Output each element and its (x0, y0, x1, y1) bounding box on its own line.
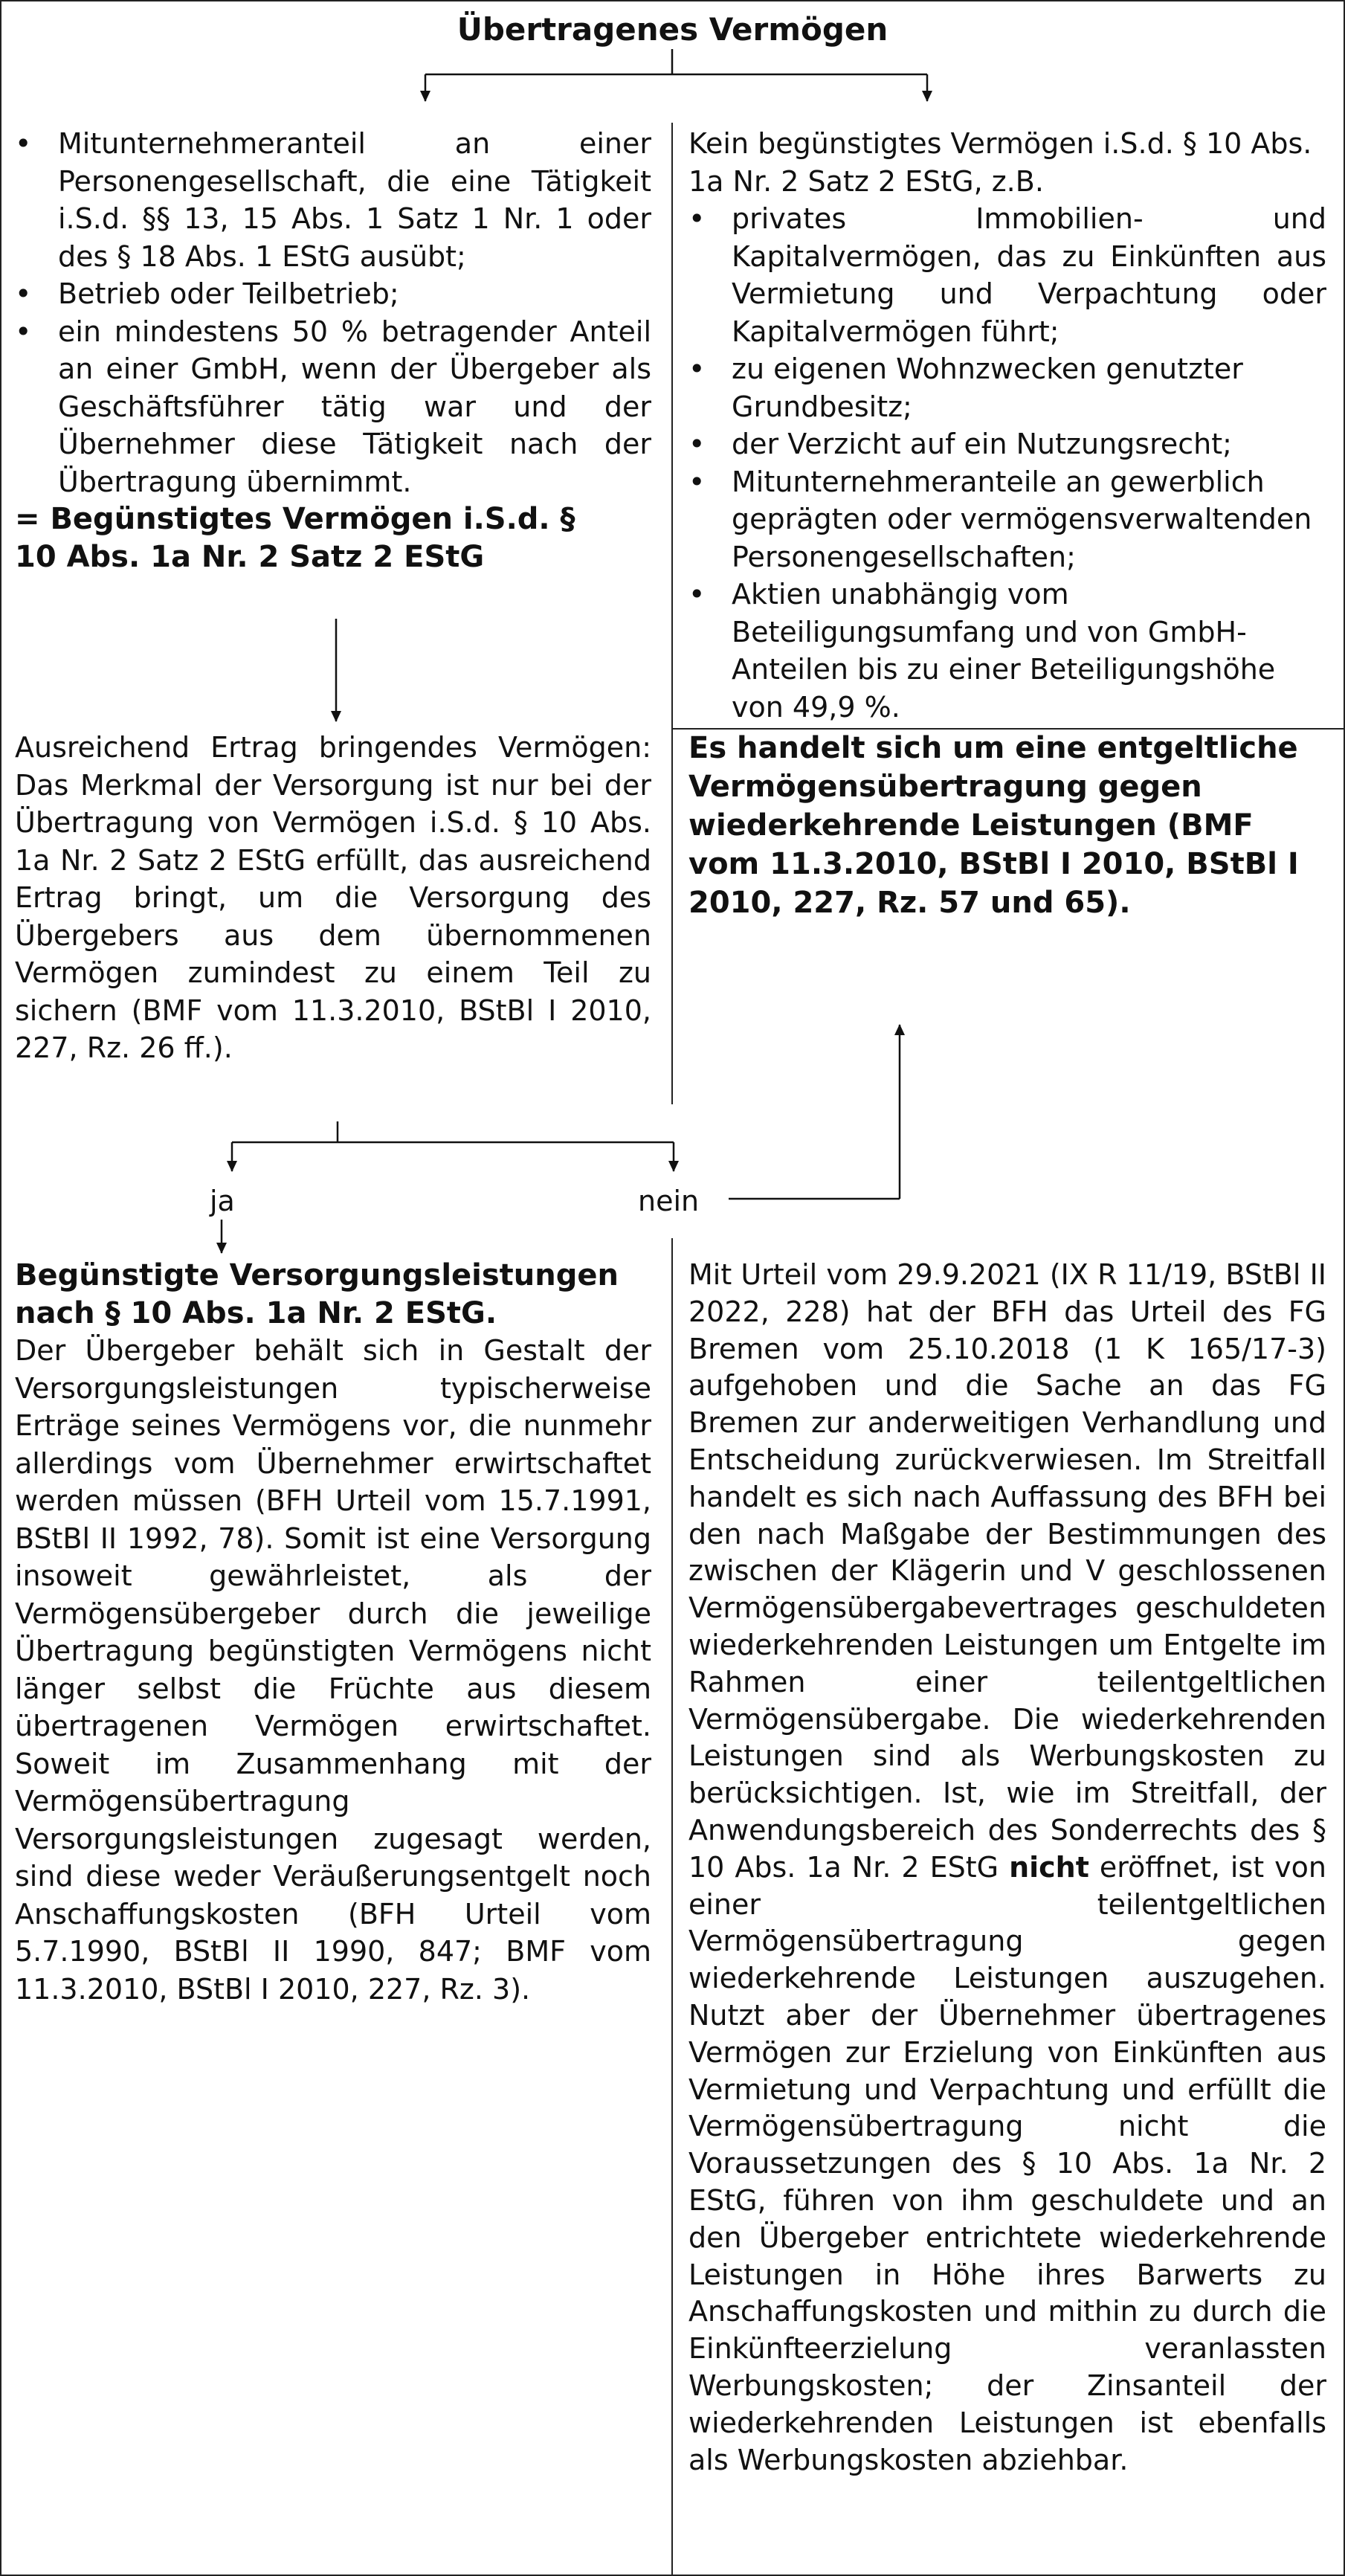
right-bottom-box (688, 1257, 1326, 2479)
left-top-box (15, 125, 651, 576)
list-item: • ein mindestens 50 % betragender Anteil an einer GmbH, wenn der Übergeber als Geschäftsführer tätig war und der Übernehmer diese Tätigkeit nach der Übertragung übernimmt. (15, 313, 651, 501)
title-split-connector (425, 49, 927, 101)
nicht-begunstigt-list (688, 200, 1326, 726)
branch-label-yes: ja (210, 1185, 235, 1217)
right-top-intro: Kein begünstigtes Vermögen i.S.d. § 10 Abs. 1a Nr. 2 Satz 2 EStG, z.B. (688, 127, 1312, 198)
list-item: • privates Immobilien- und Kapitalvermögen, das zu Einkünften aus Vermietung und Verpachtung oder Kapitalvermögen führt; (688, 200, 1326, 350)
begunstigt-conclusion: = Begünstigtes Vermögen i.S.d. § 10 Abs. 1a Nr. 2 Satz 2 EStG (15, 502, 575, 574)
right-middle-box: Es handelt sich um eine entgeltliche Vermögensübertragung gegen wiederkehrende Leistungen (BMF vom 11.3.2010, BStBl I 2010, BStBl I 2010, 227, Rz. 57 und 65). (688, 731, 1299, 920)
begunstigt-list (15, 125, 651, 500)
versorgungsleistungen-text: Der Übergeber behält sich in Gestalt der Versorgungsleistungen typischerweise Erträge seines Vermögens vor, die nunmehr allerdings vom Übernehmer erwirtschaftet werden müssen (BFH Urteil vom 15.7.1991, BStBl II 1992, 78). Somit ist eine Versorgung insoweit gewährleistet, als der Vermögensübergeber durch die jeweilige Übertragung begünstigten Vermögens nicht länger selbst die Früchte aus diesem übertragenen Vermögen erwirtschaftet. Soweit im Zusammenhang mit der Vermögensübertragung Versorgungsleistungen zugesagt werden, sind diese weder Veräußerungsentgelt noch Anschaffungskosten (BFH Urteil vom 5.7.1990, BStBl II 1990, 847; BMF vom 11.3.2010, BStBl I 2010, 227, Rz. 3). (15, 1334, 651, 2006)
right-top-box (688, 125, 1326, 726)
branch-label-no: nein (638, 1185, 700, 1217)
versorgungsleistungen-heading: Begünstigte Versorgungsleistungen nach § 10 Abs. 1a Nr. 2 EStG. (15, 1258, 619, 1330)
arrow-no-to-right-middle (729, 1025, 900, 1199)
list-item: • Betrieb oder Teilbetrieb; (15, 275, 651, 313)
diagram-title: Übertragenes Vermögen (457, 11, 888, 48)
bfh-text-after: eröffnet, ist von einer teilentgeltlichen Vermögensübertragung gegen wiederkehrende Leistungen auszugehen. Nutzt aber der Übernehmer übertragenes Vermögen zur Erzielung von Einkünften aus Vermietung und Verpachtung und erfüllt die Vermögensübertragung nicht die Voraussetzungen des § 10 Abs. 1a Nr. 2 EStG, führen von ihm geschuldete und an den Übergeber entrichtete wiederkehrende Leistungen in Höhe ihres Barwerts zu Anschaffungskosten und mithin zu durch die Einkünfteerzielung veranlassten Werbungskosten; der Zinsanteil der wiederkehrenden Leistungen ist ebenfalls als Werbungskosten abziehbar. (688, 1850, 1326, 2476)
bfh-text-before: Mit Urteil vom 29.9.2021 (IX R 11/19, BStBl II 2022, 228) hat der BFH das Urteil des FG Bremen vom 25.10.2018 (1 K 165/17-3) aufgehoben und die Sache an das FG Bremen zur anderweitigen Verhandlung und Entscheidung zurückverwiesen. Im Streitfall handelt es sich nach Auffassung des BFH bei den nach Maßgabe der Bestimmungen des zwischen der Klägerin und V geschlossenen Vermögensübergabevertrages geschuldeten wiederkehrenden Leistungen um Entgelte im Rahmen einer teilentgeltlichen Vermögensübergabe. Die wiederkehrenden Leistungen sind als Werbungskosten zu berücksichtigen. Ist, wie im Streitfall, der Anwendungsbereich des Sonderrechts des § 10 Abs. 1a Nr. 2 EStG (688, 1258, 1326, 1884)
yes-no-split-connector (232, 1121, 674, 1171)
list-item: • Mitunternehmeranteil an einer Personengesellschaft, die eine Tätigkeit i.S.d. §§ 13, 15 Abs. 1 Satz 1 Nr. 1 oder des § 18 Abs. 1 EStG ausübt; (15, 125, 651, 275)
list-item: • zu eigenen Wohnzwecken genutzter Grundbesitz; (688, 350, 1326, 425)
list-item: • Aktien unabhängig vom Beteiligungsumfang und von GmbH-Anteilen bis zu einer Beteiligungshöhe von 49,9 %. (688, 576, 1326, 726)
list-item: • Mitunternehmeranteile an gewerblich geprägten oder vermögensverwaltenden Personengesellschaften; (688, 463, 1326, 576)
bfh-text-emphasis: nicht (1009, 1850, 1089, 1884)
list-item: • der Verzicht auf ein Nutzungsrecht; (688, 425, 1326, 463)
left-middle-box: Ausreichend Ertrag bringendes Vermögen: Das Merkmal der Versorgung ist nur bei der Übertragung von Vermögen i.S.d. § 10 Abs. 1a Nr. 2 Satz 2 EStG erfüllt, das ausreichend Ertrag bringt, um die Versorgung des Übergebers aus dem übernommenen Vermögen zumindest zu einem Teil zu sichern (BMF vom 11.3.2010, BStBl I 2010, 227, Rz. 26 ff.). (15, 731, 651, 1064)
left-bottom-box (15, 1257, 651, 2008)
